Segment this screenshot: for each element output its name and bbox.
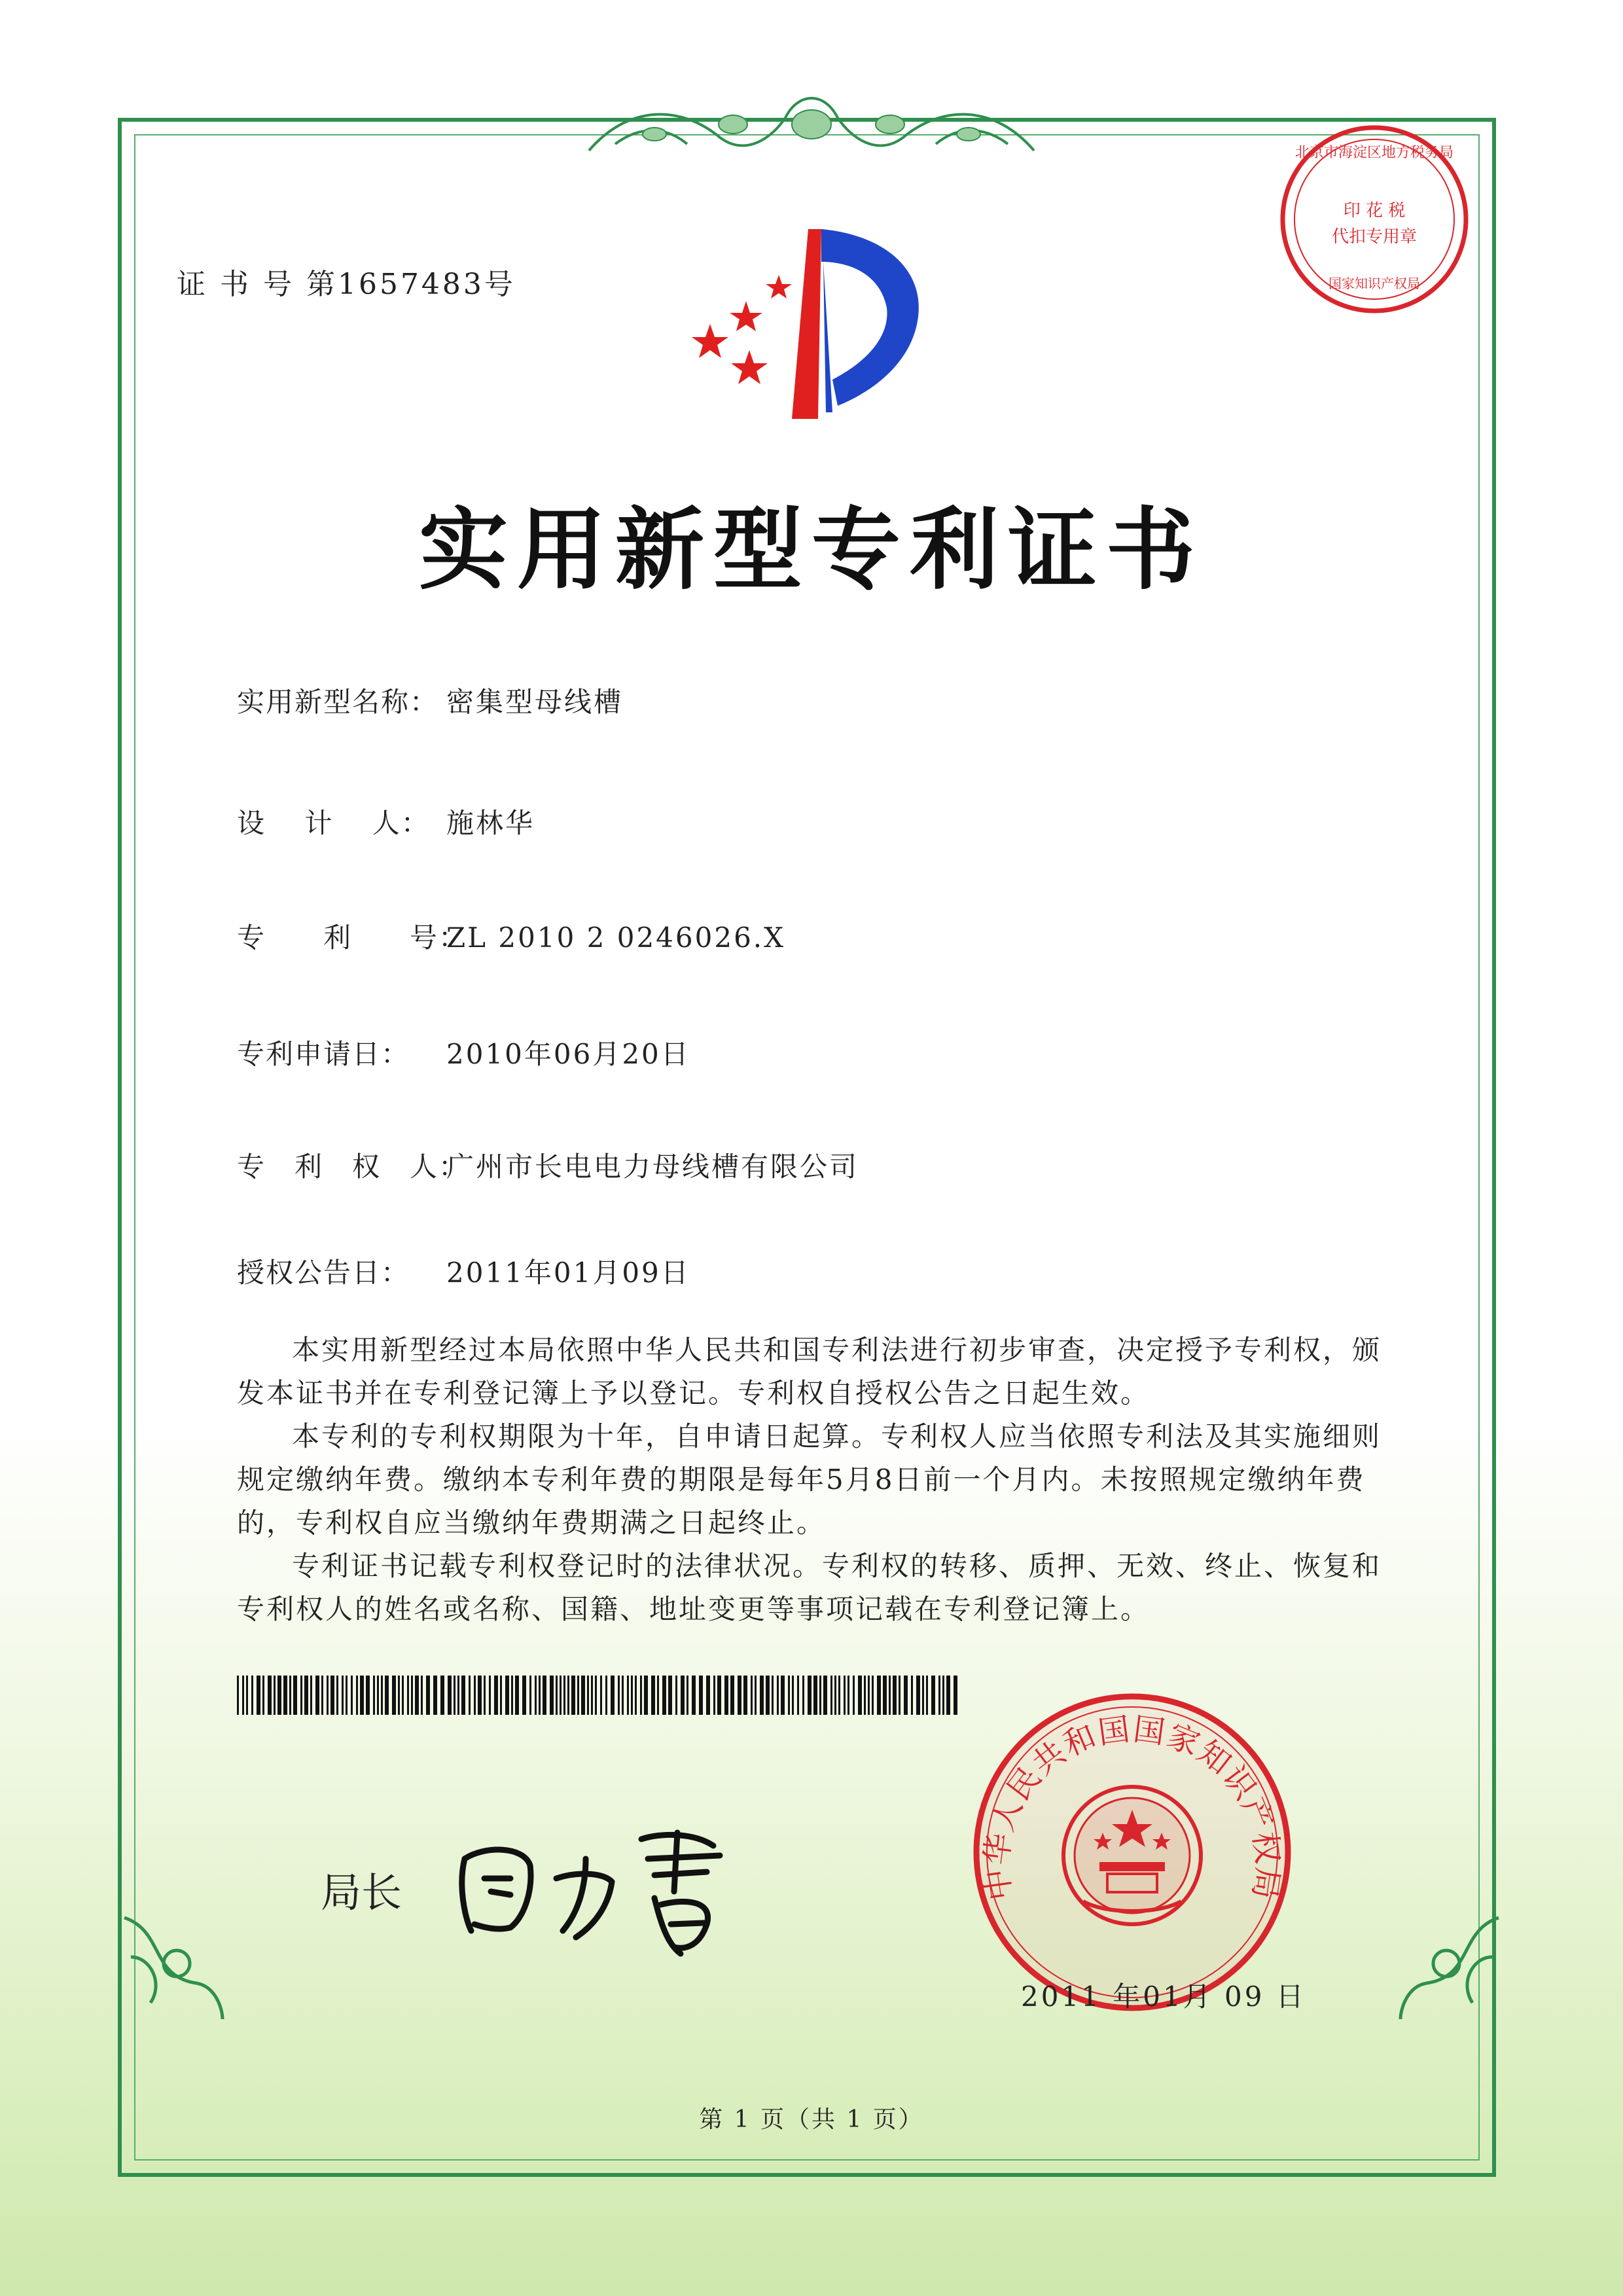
barcode-bar [595, 1676, 597, 1715]
barcode-bar [529, 1676, 531, 1715]
barcode-bar [330, 1676, 334, 1715]
barcode-bar [926, 1676, 928, 1715]
barcode-bar [421, 1676, 423, 1715]
barcode-bar [587, 1676, 589, 1715]
barcode-bar [289, 1676, 291, 1715]
national-emblem-icon [1063, 1787, 1201, 1924]
barcode-bar [872, 1676, 874, 1715]
barcode-bar [724, 1676, 728, 1715]
barcode-bar [457, 1676, 459, 1715]
barcode-bar [922, 1676, 924, 1715]
barcode-bar [622, 1676, 624, 1715]
barcode-bar [946, 1676, 950, 1715]
barcode-bar [717, 1676, 721, 1715]
barcode-bar [505, 1676, 509, 1715]
barcode-bar [356, 1676, 358, 1715]
barcode-bar [788, 1676, 790, 1715]
barcode-bar [699, 1676, 703, 1715]
barcode-bar [474, 1676, 476, 1715]
barcode-bar [237, 1676, 239, 1715]
barcode-bar [377, 1676, 379, 1715]
tax-stamp-seal [1276, 121, 1472, 317]
barcode-bar [539, 1676, 541, 1715]
barcode-bar [797, 1676, 799, 1715]
barcode-bar [830, 1676, 832, 1715]
barcode-bar [627, 1676, 629, 1715]
barcode-bar [543, 1676, 546, 1715]
barcode-bar [381, 1676, 383, 1715]
barcode-bar [743, 1676, 747, 1715]
barcode-bar [640, 1676, 642, 1715]
barcode-bar [577, 1676, 579, 1715]
field-value: 2010年06月20日 [446, 1038, 690, 1070]
barcode-bar [522, 1676, 526, 1715]
barcode-bar [844, 1676, 846, 1715]
barcode-bar [792, 1676, 794, 1715]
barcode-bar [611, 1676, 615, 1715]
barcode-bar [560, 1676, 562, 1715]
barcode-bar [433, 1676, 437, 1715]
barcode-bar [942, 1676, 944, 1715]
field-label: 实用新型名称： [237, 686, 439, 718]
barcode-bar [931, 1676, 935, 1715]
barcode-bar [911, 1676, 913, 1715]
barcode-bar [351, 1676, 353, 1715]
body-paragraph: 本专利的专利权期限为十年，自申请日起算。专利权人应当依照专利法及其实施细则规定缴纳年费。缴纳本专利年费的期限是每年5月8日前一个月内。未按照规定缴纳年费的，专利权自应当缴纳年费期满之日起终止。 [237, 1420, 1382, 1539]
barcode-bar [274, 1676, 276, 1715]
barcode-bar [635, 1676, 637, 1715]
tax-stamp-bottom-text: 国家知识产权局 [1329, 276, 1420, 291]
barcode-bar [535, 1676, 537, 1715]
barcode-bar [706, 1676, 710, 1715]
barcode-bar [484, 1676, 486, 1715]
national-ip-office-seal [969, 1689, 1296, 2016]
field-value: ZL 2010 2 0246026.X [446, 922, 786, 954]
barcode-bar [454, 1676, 455, 1715]
barcode-bar [681, 1676, 685, 1715]
barcode-bar [605, 1676, 607, 1715]
barcode-bar [342, 1676, 344, 1715]
barcode-bar [415, 1676, 419, 1715]
barcode-bar [813, 1676, 817, 1715]
barcode-bar [600, 1676, 602, 1715]
barcode-bar [847, 1676, 849, 1715]
barcode-bar [567, 1676, 569, 1715]
barcode-bar [550, 1676, 554, 1715]
corner-ornament-icon [111, 1905, 236, 2029]
barcode-bar [618, 1676, 620, 1715]
barcode-icon [237, 1676, 963, 1715]
barcode-bar [251, 1676, 253, 1715]
barcode-bar [808, 1676, 812, 1715]
barcode-bar [461, 1676, 465, 1715]
field-label: 专 利 号： [237, 922, 468, 954]
barcode-bar [411, 1676, 413, 1715]
barcode-bar [954, 1676, 957, 1715]
barcode-bar [668, 1676, 672, 1715]
field-label: 授权公告日： [237, 1257, 410, 1289]
field-value: 施林华 [446, 807, 535, 839]
page-indicator: 第 1 页（共 1 页） [699, 2106, 924, 2133]
barcode-bar [853, 1676, 855, 1715]
barcode-bar [268, 1676, 272, 1715]
barcode-bar [802, 1676, 804, 1715]
barcode-bar [938, 1676, 940, 1715]
field-value: 2011年01月09日 [446, 1257, 690, 1289]
barcode-bar [781, 1676, 785, 1715]
barcode-bar [469, 1676, 471, 1715]
barcode-bar [494, 1676, 498, 1715]
barcode-bar [713, 1676, 715, 1715]
barcode-bar [868, 1676, 870, 1715]
barcode-bar [556, 1676, 558, 1715]
barcode-bar [515, 1676, 519, 1715]
barcode-bar [571, 1676, 575, 1715]
barcode-bar [262, 1676, 264, 1715]
barcode-bar [751, 1676, 753, 1715]
corner-ornament-icon [1387, 1905, 1512, 2029]
barcode-bar [760, 1676, 764, 1715]
barcode-bar [692, 1676, 696, 1715]
barcode-bar [591, 1676, 593, 1715]
field-value: 广州市长电电力母线槽有限公司 [446, 1151, 859, 1183]
barcode-bar [864, 1676, 866, 1715]
barcode-bar [662, 1676, 666, 1715]
barcode-bar [834, 1676, 836, 1715]
barcode-bar [838, 1676, 840, 1715]
barcode-bar [500, 1676, 502, 1715]
barcode-bar [360, 1676, 364, 1715]
barcode-bar [293, 1676, 297, 1715]
barcode-bar [242, 1676, 244, 1715]
field-label: 设 计 人： [237, 807, 430, 839]
barcode-bar [246, 1676, 248, 1715]
barcode-bar [385, 1676, 389, 1715]
barcode-bar [426, 1676, 430, 1715]
tax-stamp-inner-line-1: 印 花 税 [1343, 201, 1406, 221]
barcode-bar [304, 1676, 308, 1715]
barcode-bar [373, 1676, 375, 1715]
barcode-bar [440, 1676, 444, 1715]
barcode-bar [310, 1676, 312, 1715]
field-utility-model-name [237, 681, 623, 720]
barcode-bar [277, 1676, 281, 1715]
field-label: 专利申请日： [237, 1038, 410, 1070]
barcode-bar [300, 1676, 302, 1715]
barcode-bar [651, 1676, 655, 1715]
barcode-bar [823, 1676, 827, 1715]
barcode-bar [283, 1676, 287, 1715]
barcode-bar [730, 1676, 734, 1715]
barcode-bar [327, 1676, 329, 1715]
barcode-bar [819, 1676, 821, 1715]
barcode-bar [321, 1676, 323, 1715]
barcode-bar [738, 1676, 741, 1715]
field-grant-date [237, 1251, 690, 1291]
barcode-bar [657, 1676, 659, 1715]
barcode-bar [402, 1676, 404, 1715]
barcode-bar [366, 1676, 370, 1715]
field-value: 密集型母线槽 [446, 686, 624, 718]
barcode-bar [899, 1676, 901, 1715]
barcode-bar [644, 1676, 648, 1715]
seal-text: 中华人民共和国国家知识产权局 [978, 1710, 1287, 1903]
national-ip-logo-icon [681, 216, 955, 439]
barcode-bar [904, 1676, 908, 1715]
barcode-bar [889, 1676, 891, 1715]
body-paragraph: 本实用新型经过本局依照中华人民共和国专利法进行初步审查，决定授予专利权，颁发本证书并在专利登记簿上予以登记。专利权自授权公告之日起生效。 [237, 1334, 1382, 1409]
field-patent-number [237, 916, 785, 956]
issue-date: 2011 年01月 09 日 [1021, 1981, 1306, 2013]
barcode-bar [675, 1676, 677, 1715]
barcode-bar [755, 1676, 757, 1715]
barcode-bar [407, 1676, 409, 1715]
top-ornament-icon [576, 79, 1047, 170]
barcode-bar [766, 1676, 770, 1715]
barcode-bar [877, 1676, 881, 1715]
barcode-bar [346, 1676, 348, 1715]
barcode-bar [336, 1676, 338, 1715]
certificate-body [237, 1329, 1389, 1631]
field-label: 专 利 权 人： [237, 1151, 468, 1183]
barcode-bar [916, 1676, 920, 1715]
field-designer [237, 802, 535, 841]
barcode-bar [257, 1676, 260, 1715]
barcode-bar [563, 1676, 565, 1715]
barcode-bar [392, 1676, 396, 1715]
tax-stamp-inner-line-2: 代扣专用章 [1331, 227, 1418, 247]
barcode-bar [448, 1676, 452, 1715]
barcode-bar [398, 1676, 400, 1715]
barcode-bar [478, 1676, 482, 1715]
barcode-bar [315, 1676, 319, 1715]
body-paragraph: 专利证书记载专利权登记时的法律状况。专利权的转移、质押、无效、终止、恢复和专利权人的姓名或名称、国籍、地址变更等事项记载在专利登记簿上。 [237, 1550, 1382, 1625]
barcode-bar [858, 1676, 862, 1715]
barcode-bar [631, 1676, 633, 1715]
barcode-bar [687, 1676, 688, 1715]
barcode-bar [893, 1676, 897, 1715]
tax-stamp-outer-text: 北京市海淀区地方税务局 [1294, 145, 1454, 161]
certificate-number: 证 书 号 第1657483号 [177, 268, 516, 301]
barcode-bar [777, 1676, 779, 1715]
barcode-bar [511, 1676, 513, 1715]
field-application-date [237, 1033, 690, 1072]
certificate-title: 实用新型专利证书 [419, 499, 1204, 602]
director-label: 局长 [321, 1869, 402, 1916]
barcode-bar [489, 1676, 491, 1715]
barcode-bar [883, 1676, 887, 1715]
barcode-bar [772, 1676, 774, 1715]
field-patentee [237, 1145, 859, 1185]
barcode-bar [581, 1676, 585, 1715]
director-signature [445, 1806, 746, 1964]
